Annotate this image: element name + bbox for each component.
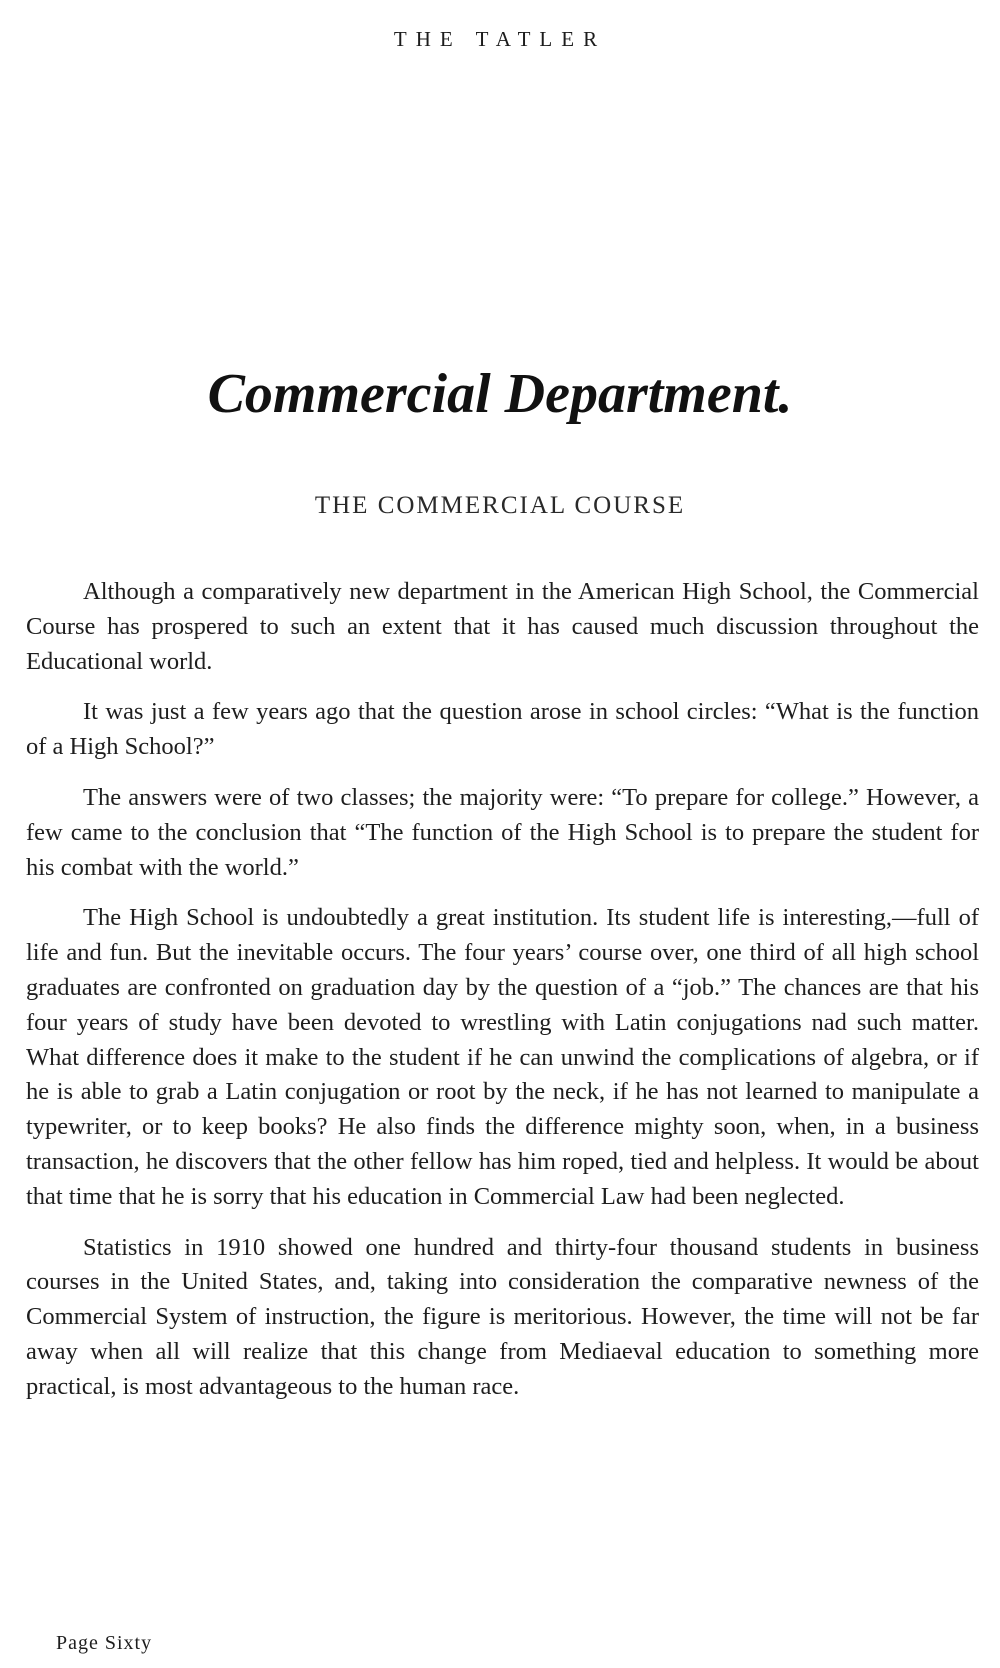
running-head: THE TATLER <box>393 27 607 51</box>
article-body <box>26 575 979 1421</box>
paragraph-high-school: The High School is undoubtedly a great institution. Its student life is interesting,—full of life and fun. But the inevitable occurs. The four years’ course over, one third of all high school graduates are confronted on graduation day by the question of a “job.” The chances are that his four years of study have been devoted to wrestling with Latin conjugations nad such matter. What difference does it make to the student if he can unwind the complications of algebra, or if he is able to grab a Latin conjugation or root by the neck, if he has not learned to manipulate a typewriter, or to keep books? He also finds the difference mighty soon, when, in a business transaction, he discovers that the other fellow has him roped, tied and helpless. It would be about that time that he is sorry that his education in Commercial Law had been neglected. <box>26 904 979 1210</box>
paragraph-intro: Although a comparatively new department in the American High School, the Commercial Course has prospered to such an extent that it has caused much discussion throughout the Educational world. <box>26 578 979 675</box>
paragraph-answers: The answers were of two classes; the majority were: “To prepare for college.” However, a few came to the conclusion that “The function of the High School is to prepare the student for his combat with the world.” <box>26 783 979 881</box>
paragraph-question: It was just a few years ago that the question arose in school circles: “What is the function of a High School?” <box>26 698 979 761</box>
paragraph-statistics: Statistics in 1910 showed one hundred and thirty-four thousand students in business courses in the United States, and, taking into consideration the comparative newness of the Commercial System of instruction, the figure is meritorious. However, the time will not be far away when all will realize that this change from Mediaeval education to something more practical, is most advantageous to the human race. <box>26 1233 979 1400</box>
page-number: Page Sixty <box>56 1632 153 1654</box>
section-title: THE COMMERCIAL COURSE <box>314 492 686 519</box>
page-title: Commercial Department. <box>207 362 793 425</box>
